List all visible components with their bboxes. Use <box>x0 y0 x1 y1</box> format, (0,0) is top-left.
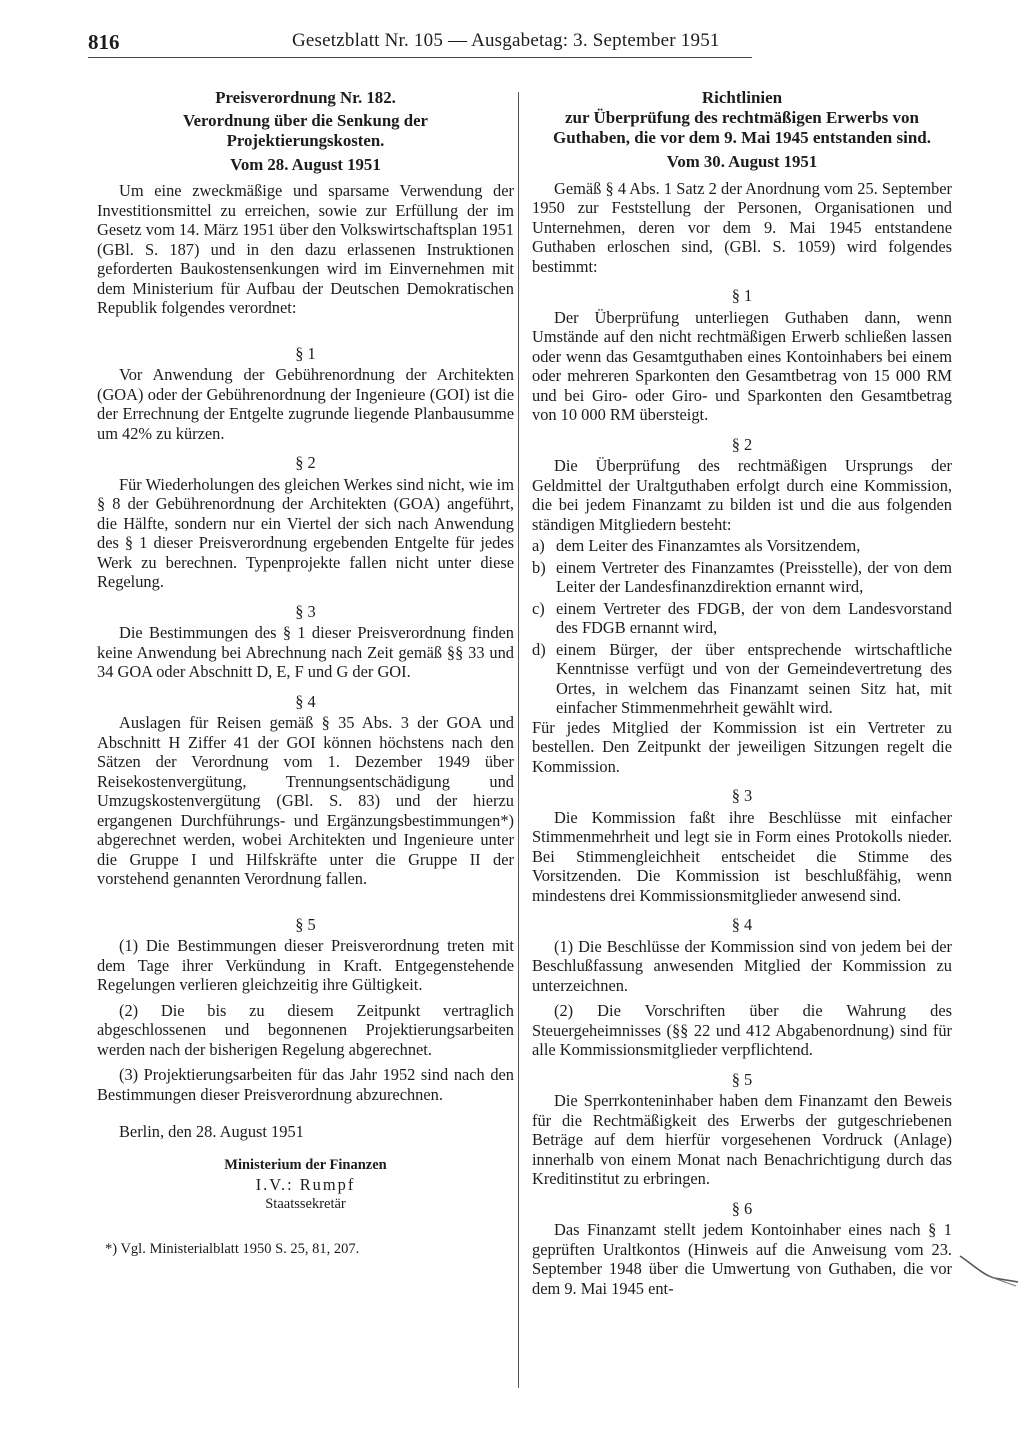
section-heading-3: § 3 <box>295 601 316 621</box>
running-title: Gesetzblatt Nr. 105 — Ausgabetag: 3. September 1951 <box>292 30 720 51</box>
section-text-5-paragraph-2: (2) Die bis zu diesem Zeitpunkt vertraglich abgeschlossenen und begonnenen Projektierungsarbeiten werden nach der bisherigen Regelung abgerechnet. <box>97 1000 514 1059</box>
decree-subtitle-line-2: Projektierungskosten. <box>226 130 385 150</box>
column-divider <box>518 92 519 1388</box>
left-column <box>97 88 514 1260</box>
list-item-letter: b) <box>532 557 546 577</box>
right-column <box>532 88 952 1298</box>
guideline-date: Vom 30. August 1951 <box>666 152 818 171</box>
margin-pencil-mark-icon <box>958 1252 1020 1288</box>
list-item <box>532 640 952 718</box>
guideline-section-2-closing: Für jedes Mitglied der Kommission ist ein Vertreter zu bestellen. Den Zeitpunkt der jeweiligen Sitzungen regelt die Kommission. <box>532 717 952 776</box>
section-heading-1: § 1 <box>295 343 316 363</box>
section-heading-4: § 4 <box>295 691 316 711</box>
decree-title: Preisverordnung Nr. 182. <box>215 88 396 107</box>
guideline-section-heading-3: § 3 <box>731 786 753 805</box>
list-item-text: einem Vertreter des Finanzamtes (Preisstelle), der von dem Leiter der Landesfinanzdirektion ernannt wird, <box>556 557 952 596</box>
guideline-section-text-6: Das Finanzamt stellt jedem Kontoinhaber eines nach § 1 geprüften Uraltkontos (Hinweis auf die Anweisung vom 23. September 1948 über die Umwertung von Guthaben, die vor dem 9. Mai 1945 ent- <box>532 1220 952 1298</box>
guideline-title: Richtlinien <box>701 88 783 107</box>
decree-preamble: Um eine zweckmäßige und sparsame Verwendung der Investitionsmittel zu erreichen, sowie zur Erfüllung der im Gesetz vom 14. März 1951 über den Volkswirtschaftsplan 1951 (GBl. S. 187) und in den dazu erlassenen Instruktionen geforderten Baukostensenkungen wird im Einvernehmen mit dem Ministerium für Aufbau der Deutschen Demokratischen Republik folgendes verordnet: <box>97 181 514 317</box>
section-heading-2: § 2 <box>295 453 316 472</box>
list-item-letter: d) <box>532 639 546 659</box>
guideline-section-text-2: Die Überprüfung des rechtmäßigen Ursprungs der Geldmittel der Uraltguthaben erfolgt durch eine Kommission, die bei jedem Finanzamt zu bilden ist und die aus folgenden ständigen Mitgliedern besteht: <box>532 456 952 534</box>
ministry-name: Ministerium der Finanzen <box>224 1156 387 1173</box>
page-number: 816 <box>88 30 120 54</box>
guideline-section-heading-1: § 1 <box>731 286 753 305</box>
decree-subtitle-line-1: Verordnung über die Senkung der <box>183 110 428 130</box>
list-item-text: einem Bürger, der über entsprechende wirtschaftliche Kenntnisse verfügt und von der Gemeindevertretung des Ortes, in welchem das Finanzamt seinen Sitz hat, mit einfacher Stimmenmehrheit gewählt wird. <box>556 639 952 717</box>
decree-date: Vom 28. August 1951 <box>230 154 381 174</box>
place-and-date: Berlin, den 28. August 1951 <box>119 1122 304 1141</box>
section-text-3: Die Bestimmungen des § 1 dieser Preisverordnung finden keine Anwendung bei Abrechnung nach Zeit gemäß §§ 33 und 34 GOA oder Abschnitt D, E, F und G der GOI. <box>97 623 514 681</box>
signatory-role: Staatssekretär <box>265 1195 346 1212</box>
guideline-section-heading-2: § 2 <box>731 434 753 454</box>
footnote: *) Vgl. Ministerialblatt 1950 S. 25, 81, 207. <box>105 1241 360 1257</box>
header-rule <box>88 57 752 58</box>
guideline-section-text-4-paragraph-2: (2) Die Vorschriften über die Wahrung des Steuergeheimnisses (§§ 22 und 412 Abgabenordnung) sind für alle Kommissionsmitglieder verpflichtend. <box>532 1001 952 1059</box>
list-item-letter: a) <box>532 536 545 555</box>
section-heading-5: § 5 <box>295 914 316 934</box>
guideline-title-line-2: zur Überprüfung des rechtmäßigen Erwerbs von <box>564 108 919 127</box>
guideline-preamble: Gemäß § 4 Abs. 1 Satz 2 der Anordnung vom 25. September 1950 zur Feststellung der Personen, Organisationen und Unternehmen, deren vor dem 9. Mai 1945 entstandene Guthaben erloschen sind, (GBl. S. 1059) wird folgendes bestimmt: <box>532 178 952 276</box>
section-text-5-paragraph-3: (3) Projektierungsarbeiten für das Jahr 1952 sind nach den Bestimmungen dieser Preisverordnung abzurechnen. <box>97 1065 514 1104</box>
guideline-section-text-3: Die Kommission faßt ihre Beschlüsse mit einfacher Stimmenmehrheit und legt sie in Form eines Protokolls nieder. Bei Stimmengleichheit entscheidet die Stimme des Vorsitzenden. Die Kommission ist beschlußfähig, wenn mindestens drei Kommissionsmitglieder anwesend sind. <box>532 807 952 905</box>
guideline-section-heading-6: § 6 <box>731 1198 753 1218</box>
guideline-title-line-3: Guthaben, die vor dem 9. Mai 1945 entstanden sind. <box>553 128 931 147</box>
section-text-4: Auslagen für Reisen gemäß § 35 Abs. 3 der GOA und Abschnitt H Ziffer 41 der GOI können höchstens nach den Sätzen der Verordnung vom 1. Dezember 1949 über Reisekostenvergütung, Trennungsentschädigung und Umzugskostenvergütung (GBl. S. 83) und der hierzu ergangenen Durchführungs- und Ergänzungsbestimmungen*) abgerechnet werden, wobei Architekten und Ingenieure unter die Gruppe I und Hilfskräfte unter die Gruppe II der vorstehend genannten Verordnung fallen. <box>97 713 514 888</box>
section-text-2: Für Wiederholungen des gleichen Werkes sind nicht, wie im § 8 der Gebührenordnung der Architekten (GOA) angeführt, die Hälfte, sondern nur ein Viertel der sich nach Anwendung des § 1 dieser Preisverordnung ergebenden Entgelte für jedes Werk zu berechnen. Typenprojekte fallen nicht unter diese Regelung. <box>97 474 514 591</box>
list-item-text: dem Leiter des Finanzamtes als Vorsitzendem, <box>556 536 861 555</box>
guideline-section-text-1: Der Überprüfung unterliegen Guthaben dann, wenn Umstände auf den nicht rechtmäßigen Erwerb schließen lassen oder wenn das Gesamtguthaben eines Kontoinhabers bei einem oder mehreren Sparkonten den Gesamtbetrag von 15 000 RM und bei Giro- oder Giro- und Sparkonten den Gesamtbetrag von 10 000 RM übersteigt. <box>532 307 952 424</box>
guideline-section-text-4-paragraph-1: (1) Die Beschlüsse der Kommission sind von jedem bei der Beschlußfassung anwesenden Mitglied der Kommission zu unterzeichnen. <box>532 936 952 995</box>
list-item-text: einem Vertreter des FDGB, der von dem Landesvorstand des FDGB ernannt wird, <box>556 598 952 637</box>
list-item <box>532 536 952 556</box>
guideline-section-heading-4: § 4 <box>731 915 753 934</box>
list-item <box>532 599 952 638</box>
page-header <box>88 30 760 62</box>
section-text-1: Vor Anwendung der Gebührenordnung der Architekten (GOA) oder der Gebührenordnung der Ingenieure (GOI) ist die der Errechnung der Entgelte zugrunde liegende Planbausumme um 42% zu kürzen. <box>97 365 514 443</box>
guideline-section-text-5: Die Sperrkonteninhaber haben dem Finanzamt den Beweis für die Rechtmäßigkeit des Erwerbs der gutgeschriebenen Beträge auf dem hierfür vorgesehenen Vordruck (Anlage) innerhalb von einem Monat nach Benachrichtigung durch das Kreditinstitut zu erbringen. <box>532 1091 952 1188</box>
signatory-name: I.V.: Rumpf <box>255 1175 356 1194</box>
list-item-letter: c) <box>532 598 545 618</box>
guideline-section-heading-5: § 5 <box>731 1069 753 1089</box>
section-text-5-paragraph-1: (1) Die Bestimmungen dieser Preisverordnung treten mit dem Tage ihrer Verkündung in Kraft. Entgegenstehende Regelungen verlieren gleichzeitig ihre Gültigkeit. <box>97 936 514 994</box>
list-item <box>532 558 952 597</box>
